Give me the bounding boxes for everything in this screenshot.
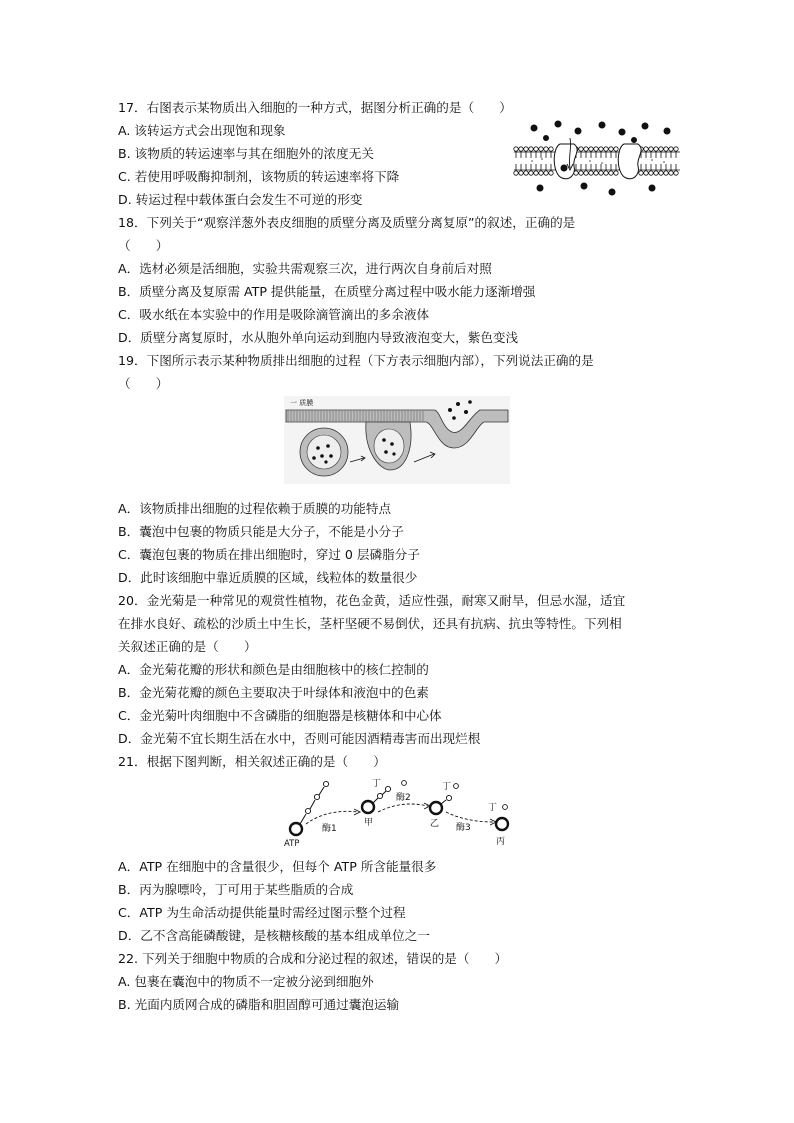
q17-stem: 17．右图表示某物质出入细胞的一种方式，据图分析正确的是（ ） bbox=[118, 100, 512, 115]
q18-option-b: B．质壁分离及复原需 ATP 提供能量，在质壁分离过程中吸水能力逐渐增强 bbox=[118, 284, 536, 299]
enzyme3-arrow bbox=[446, 812, 494, 822]
ding-label-1: 丁 bbox=[372, 779, 382, 789]
q17-option-d: D. 转运过程中载体蛋白会发生不可逆的形变 bbox=[118, 192, 363, 207]
q20-option-c: C．金光菊叶肉细胞中不含磷脂的细胞器是核糖体和中心体 bbox=[118, 708, 442, 723]
q21-option-d: D．乙不含高能磷酸键，是核糖核酸的基本组成单位之一 bbox=[118, 928, 430, 943]
q20-option-a: A．金光菊花瓣的形状和颜色是由细胞核中的核仁控制的 bbox=[118, 662, 429, 677]
q18-option-d: D．质壁分离复原时，水从胞外单向运动到胞内导致液泡变大，紫色变浅 bbox=[118, 330, 519, 345]
q19-option-c: C．囊泡包裹的物质在排出细胞时，穿过 0 层磷脂分子 bbox=[118, 547, 420, 562]
q21-option-b: B．丙为腺嘌呤，丁可用于某些脂质的合成 bbox=[118, 882, 354, 897]
enzyme1-arrow bbox=[306, 811, 358, 824]
q19-stem: 19．下图所示表示某种物质排出细胞的过程（下方表示细胞内部），下列说法正确的是 bbox=[118, 353, 594, 368]
carrier-protein-2 bbox=[618, 144, 641, 179]
q20-option-d: D．金光菊不宜长期生活在水中，否则可能因酒精毒害而出现烂根 bbox=[118, 731, 481, 746]
q20-stem-line-3: 关叙述正确的是（ ） bbox=[118, 639, 257, 654]
q17-option-c: C. 若使用呼吸酶抑制剂，该物质的转运速率将下降 bbox=[118, 169, 400, 184]
plasma-membrane-label: 一 质膜 bbox=[290, 399, 314, 407]
ding-label-2: 丁 bbox=[442, 782, 452, 792]
ding-label-3: 丁 bbox=[488, 803, 498, 813]
q18-option-c: C．吸水纸在本实验中的作用是吸除滴管滴出的多余液体 bbox=[118, 307, 430, 322]
atp-label: ATP bbox=[284, 839, 300, 849]
lipid-bilayer bbox=[514, 152, 680, 170]
enzyme1-label: 酶1 bbox=[322, 824, 337, 834]
q20-stem-line-2: 在排水良好、疏松的沙质土中生长，茎杆坚硬不易倒伏，还具有抗病、抗虫等特性。下列相 bbox=[118, 616, 622, 631]
q18-stem-continued: （ ） bbox=[118, 238, 169, 253]
yi-circle bbox=[430, 802, 442, 814]
q21-option-a: A．ATP 在细胞中的含量很少，但每个 ATP 所含能量很多 bbox=[118, 859, 437, 874]
q22-stem: 22. 下列关于细胞中物质的合成和分泌过程的叙述，错误的是（ ） bbox=[118, 951, 508, 966]
enzyme2-label: 酶2 bbox=[396, 793, 411, 803]
atp-base-circle bbox=[290, 823, 302, 835]
q19-option-d: D．此时该细胞中靠近质膜的区域，线粒体的数量很少 bbox=[118, 570, 418, 585]
membrane-dots bbox=[531, 158, 665, 164]
q20-option-b: B．金光菊花瓣的颜色主要取决于叶绿体和液泡中的色素 bbox=[118, 685, 429, 700]
q22-option-b: B. 光面内质网合成的磷脂和胆固醇可通过囊泡运输 bbox=[118, 997, 400, 1012]
q21-option-c: C．ATP 为生命活动提供能量时需经过图示整个过程 bbox=[118, 905, 406, 920]
q21-stem: 21．根据下图判断，相关叙述正确的是（ ） bbox=[118, 754, 386, 769]
q18-option-a: A．选材必须是活细胞，实验共需观察三次，进行两次自身前后对照 bbox=[118, 261, 492, 276]
carrier-protein-1 bbox=[554, 144, 577, 179]
q17-option-b: B. 该物质的转运速率与其在细胞外的浓度无关 bbox=[118, 146, 374, 161]
q19-option-a: A．该物质排出细胞的过程依赖于质膜的功能特点 bbox=[118, 501, 392, 516]
yi-label: 乙 bbox=[430, 819, 440, 829]
enzyme3-label: 酶3 bbox=[456, 823, 471, 833]
q19-option-b: B．囊泡中包裹的物质只能是大分子，不能是小分子 bbox=[118, 524, 404, 539]
bing-circle bbox=[496, 818, 508, 830]
q19-stem-continued: （ ） bbox=[118, 376, 169, 391]
q17-option-a: A. 该转运方式会出现饱和现象 bbox=[118, 123, 286, 138]
transport-membrane-figure bbox=[512, 118, 682, 198]
atp-hydrolysis-figure bbox=[282, 774, 518, 850]
exocytosis-figure bbox=[284, 396, 510, 484]
q20-stem-line-1: 20．金光菊是一种常见的观赏性植物，花色金黄，适应性强，耐寒又耐旱，但忌水湿，适宜 bbox=[118, 593, 626, 608]
bing-label: 丙 bbox=[496, 837, 506, 847]
jia-label: 甲 bbox=[364, 818, 374, 828]
enzyme2-arrow bbox=[378, 804, 428, 812]
jia-circle bbox=[362, 801, 374, 813]
intracellular-molecules bbox=[537, 183, 656, 196]
extracellular-molecules bbox=[531, 121, 671, 144]
q22-option-a: A. 包裹在囊泡中的物质不一定被分泌到细胞外 bbox=[118, 974, 374, 989]
q18-stem: 18．下列关于“观察洋葱外表皮细胞的质壁分离及质壁分离复原”的叙述，正确的是 bbox=[118, 215, 576, 230]
